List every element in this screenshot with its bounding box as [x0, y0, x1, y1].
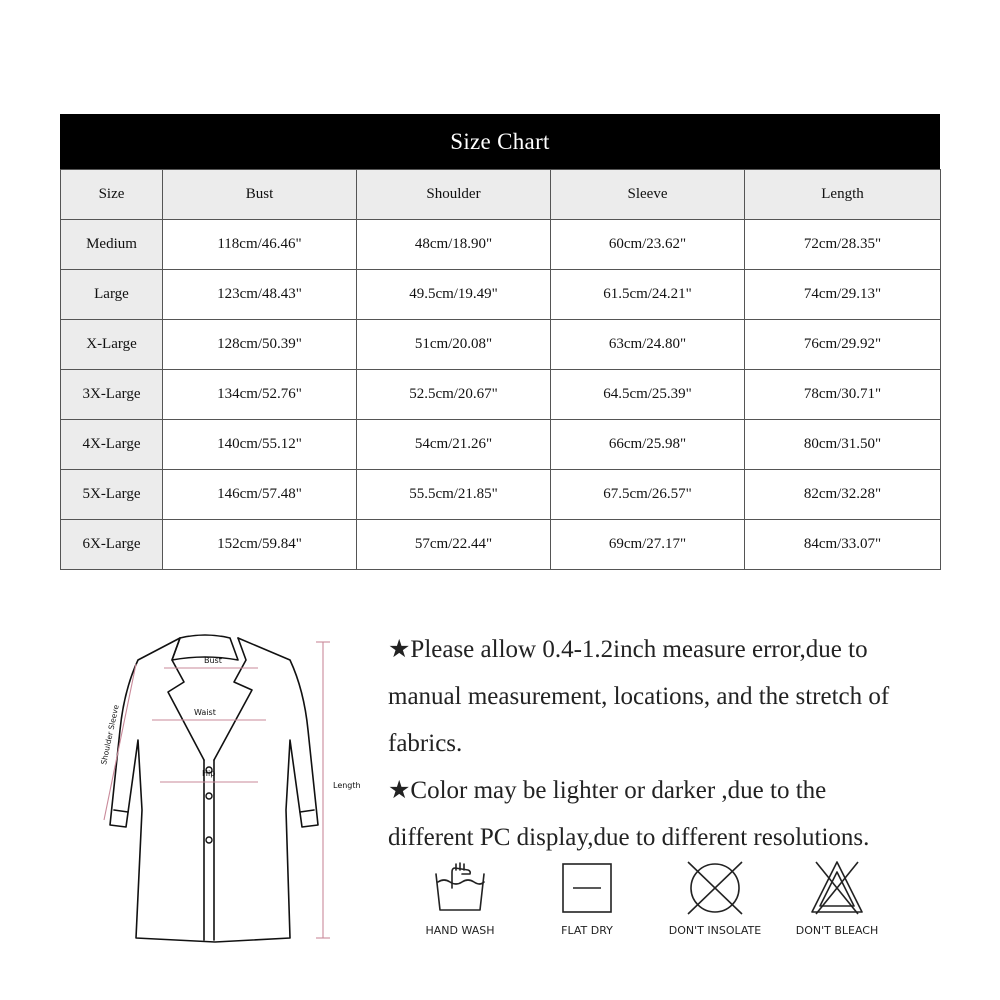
waist-label: Waist: [194, 708, 216, 717]
shoulder-cell: 55.5cm/21.85": [357, 470, 551, 520]
bust-label: Bust: [204, 656, 222, 665]
header-bust: Bust: [163, 170, 357, 220]
dont-insolate-label: DON'T INSOLATE: [668, 924, 762, 937]
header-sleeve: Sleeve: [551, 170, 745, 220]
bust-cell: 118cm/46.46": [163, 220, 357, 270]
size-cell: 6X-Large: [61, 520, 163, 570]
sleeve-cell: 67.5cm/26.57": [551, 470, 745, 520]
care-flat-dry: [532, 858, 642, 937]
shoulder-cell: 54cm/21.26": [357, 420, 551, 470]
table-row: [61, 270, 941, 320]
shoulder-cell: 48cm/18.90": [357, 220, 551, 270]
bust-cell: 134cm/52.76": [163, 370, 357, 420]
length-cell: 78cm/30.71": [745, 370, 941, 420]
sleeve-cell: 61.5cm/24.21": [551, 270, 745, 320]
note-line: fabrics.: [388, 730, 463, 757]
flat-dry-icon: [557, 858, 617, 918]
dont-bleach-label: DON'T BLEACH: [795, 924, 879, 937]
header-size: Size: [61, 170, 163, 220]
care-dont-insolate: [660, 858, 770, 937]
hip-label: Hip: [202, 769, 216, 778]
table-row: [61, 520, 941, 570]
length-cell: 74cm/29.13": [745, 270, 941, 320]
measurement-notes: [388, 626, 988, 861]
table-row: [61, 370, 941, 420]
table-row: [61, 320, 941, 370]
table-row: [61, 420, 941, 470]
sleeve-cell: 64.5cm/25.39": [551, 370, 745, 420]
header-shoulder: Shoulder: [357, 170, 551, 220]
size-table: [60, 169, 941, 570]
sleeve-cell: 60cm/23.62": [551, 220, 745, 270]
table-row: [61, 470, 941, 520]
length-cell: 80cm/31.50": [745, 420, 941, 470]
dont-insolate-icon: [682, 858, 748, 918]
size-cell: 3X-Large: [61, 370, 163, 420]
note-line: ★Color may be lighter or darker ,due to the: [388, 777, 827, 804]
care-hand-wash: [405, 858, 515, 937]
size-cell: 5X-Large: [61, 470, 163, 520]
shoulder-cell: 52.5cm/20.67": [357, 370, 551, 420]
size-cell: X-Large: [61, 320, 163, 370]
sleeve-cell: 66cm/25.98": [551, 420, 745, 470]
size-cell: Medium: [61, 220, 163, 270]
shoulder-cell: 51cm/20.08": [357, 320, 551, 370]
shoulder-cell: 57cm/22.44": [357, 520, 551, 570]
bust-cell: 146cm/57.48": [163, 470, 357, 520]
note-line: different PC display,due to different resolutions.: [388, 824, 870, 851]
coat-measurement-diagram: [80, 620, 370, 960]
length-cell: 76cm/29.92": [745, 320, 941, 370]
bust-cell: 123cm/48.43": [163, 270, 357, 320]
hand-wash-icon: [430, 858, 490, 918]
table-row: [61, 220, 941, 270]
bust-cell: 152cm/59.84": [163, 520, 357, 570]
care-dont-bleach: [782, 858, 892, 937]
flat-dry-label: FLAT DRY: [561, 924, 613, 937]
bust-cell: 140cm/55.12": [163, 420, 357, 470]
length-cell: 84cm/33.07": [745, 520, 941, 570]
shoulder-cell: 49.5cm/19.49": [357, 270, 551, 320]
sleeve-cell: 63cm/24.80": [551, 320, 745, 370]
length-label: Length: [333, 781, 361, 790]
length-cell: 72cm/28.35": [745, 220, 941, 270]
dont-bleach-icon: [804, 858, 870, 918]
hand-wash-label: HAND WASH: [425, 924, 495, 937]
header-length: Length: [745, 170, 941, 220]
shoulder-sleeve-label: Shoulder Sleeve: [99, 703, 121, 766]
note-line: ★Please allow 0.4-1.2inch measure error,due to: [388, 636, 868, 663]
size-cell: 4X-Large: [61, 420, 163, 470]
size-cell: Large: [61, 270, 163, 320]
length-cell: 82cm/32.28": [745, 470, 941, 520]
bust-cell: 128cm/50.39": [163, 320, 357, 370]
size-chart-title: Size Chart: [60, 114, 940, 169]
sleeve-cell: 69cm/27.17": [551, 520, 745, 570]
table-header-row: [61, 170, 941, 220]
note-line: manual measurement, locations, and the stretch of: [388, 683, 890, 710]
size-chart: [60, 114, 940, 570]
